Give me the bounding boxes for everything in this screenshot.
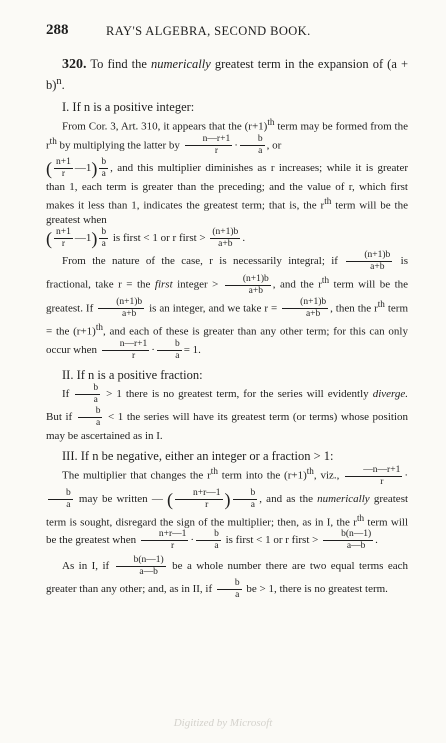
text-fragment: ) xyxy=(91,158,98,179)
text-fragment: —1 xyxy=(74,232,92,245)
digitization-watermark: Digitized by Microsoft xyxy=(173,717,273,729)
text-fragment: b xyxy=(157,339,182,351)
text-fragment: n—r+1 xyxy=(102,339,150,351)
text-fragment: term into the (r+1) xyxy=(221,469,307,482)
text-fragment: n—r+1 xyxy=(185,134,233,146)
text-fragment: r xyxy=(61,239,66,250)
text-fragment: r xyxy=(380,476,384,487)
text-fragment: r xyxy=(214,146,219,157)
fraction xyxy=(175,488,223,511)
text-fragment: r xyxy=(205,499,209,510)
text-fragment: term will be the greatest when xyxy=(46,200,408,227)
fraction xyxy=(141,529,189,552)
text-fragment: , and the r xyxy=(272,278,322,291)
text-fragment: a xyxy=(258,146,263,157)
text-fragment: term will be the greatest when xyxy=(46,516,409,547)
text-fragment: a+b xyxy=(370,262,385,273)
case-2-paragraph xyxy=(46,383,408,443)
text-fragment: b xyxy=(78,406,103,418)
text-fragment: is an integer, and we take xyxy=(149,302,262,315)
text-fragment: But if xyxy=(46,411,73,424)
fraction xyxy=(240,134,265,157)
text-fragment: first xyxy=(154,278,173,291)
text-fragment: term will be the greatest. If xyxy=(46,278,409,315)
page-body xyxy=(46,54,408,601)
text-fragment: To find the xyxy=(90,57,147,71)
fraction xyxy=(185,134,233,157)
text-fragment: n+1 xyxy=(56,157,71,168)
text-fragment: ( xyxy=(167,489,173,510)
text-fragment: greatest term is sought, disregard the sign of the multiplier; then, as in I, the r xyxy=(46,492,409,529)
text-fragment: a+b xyxy=(218,239,233,250)
fraction xyxy=(210,227,240,250)
text-fragment: numerically xyxy=(151,57,211,71)
text-fragment: < 1 the series will have its greatest term (or terms) whose position may be ascertained as in I. xyxy=(46,411,408,442)
text-fragment: · xyxy=(234,139,238,152)
text-fragment: r xyxy=(61,169,66,180)
text-fragment: a—b xyxy=(139,567,158,578)
case-1-paragraph-2 xyxy=(46,157,408,227)
text-fragment: If xyxy=(62,388,70,401)
text-fragment: b xyxy=(101,157,107,168)
section-number: 320. xyxy=(62,57,87,72)
text-fragment: ( xyxy=(46,228,52,249)
text-fragment: term = the (r+1) xyxy=(46,302,409,338)
case-1-paragraph-3 xyxy=(46,227,408,250)
text-fragment: The multiplier that changes the r xyxy=(62,469,211,482)
text-fragment: —1 xyxy=(74,162,92,175)
text-fragment: th xyxy=(267,117,275,128)
text-fragment: b xyxy=(48,488,73,500)
fraction xyxy=(99,227,108,250)
case-3-heading: III. If n be negative, either an integer or a fraction > 1: xyxy=(62,449,334,463)
text-fragment: n+r—1 xyxy=(141,529,189,541)
math-expression xyxy=(46,227,110,250)
case-3-paragraph-2 xyxy=(46,555,408,601)
fraction xyxy=(54,227,73,250)
text-fragment: by multiplying the latter by xyxy=(59,139,180,152)
text-fragment: n+r—1 xyxy=(175,488,223,500)
text-fragment: · xyxy=(151,344,155,357)
text-fragment: diverge. xyxy=(372,388,409,401)
fraction xyxy=(54,157,73,180)
text-fragment: greatest term in the expansion of (a + b) xyxy=(46,57,409,93)
case-2-heading: II. If n is a positive fraction: xyxy=(62,368,203,382)
text-fragment: From Cor. 3, Art. 310, it appears that the (r+1) xyxy=(62,120,268,133)
text-fragment: a+b xyxy=(248,285,263,296)
text-fragment: , or xyxy=(266,139,282,152)
text-fragment: n xyxy=(56,76,62,87)
math-expression xyxy=(46,157,110,180)
text-fragment: a+b xyxy=(121,309,137,320)
fraction xyxy=(99,157,108,180)
text-fragment: or r first > xyxy=(273,534,319,547)
fraction xyxy=(282,297,328,320)
text-fragment: (n+1)b xyxy=(98,297,144,309)
case-3-paragraph-1 xyxy=(46,464,408,552)
text-fragment: , and as the xyxy=(259,492,313,505)
text-fragment: b(n—1) xyxy=(323,529,373,541)
text-fragment: . xyxy=(61,78,65,93)
math-expression xyxy=(167,487,259,510)
text-fragment: > 1 there is no greatest term, for the series will evidently xyxy=(106,388,369,401)
text-fragment: a xyxy=(66,499,71,510)
text-fragment: (n+1)b xyxy=(282,297,328,309)
text-fragment: a xyxy=(214,541,219,552)
text-fragment: is fractional, take r = the xyxy=(46,255,409,291)
fraction xyxy=(78,406,103,429)
text-fragment: ) xyxy=(224,489,231,510)
case-1-paragraph-4 xyxy=(46,250,408,362)
text-fragment: term may be formed from the r xyxy=(46,120,408,152)
fraction xyxy=(233,488,258,511)
text-fragment: is first < 1 xyxy=(225,534,271,547)
page-number: 288 xyxy=(46,22,69,38)
text-fragment: , then the r xyxy=(330,302,378,315)
text-fragment: a xyxy=(93,395,98,405)
text-fragment: b(n—1) xyxy=(116,555,166,567)
text-fragment: b xyxy=(75,383,100,395)
fraction xyxy=(98,297,144,320)
text-fragment: th xyxy=(95,322,103,333)
fraction xyxy=(157,339,182,362)
text-fragment: b xyxy=(101,227,107,238)
fraction xyxy=(75,383,100,406)
text-fragment: = 1. xyxy=(183,344,201,357)
fraction xyxy=(346,250,392,273)
case-1-paragraph-1 xyxy=(46,115,408,157)
section-320-intro xyxy=(46,56,408,94)
fraction xyxy=(48,488,73,511)
text-fragment: n+1 xyxy=(56,227,71,238)
text-fragment: a—b xyxy=(346,541,366,552)
text-fragment: th xyxy=(306,466,314,476)
text-fragment: (n+1)b xyxy=(225,274,271,286)
text-fragment: ) xyxy=(91,228,98,249)
fraction xyxy=(116,555,166,578)
text-fragment: r xyxy=(131,351,136,361)
text-fragment: a xyxy=(175,351,180,361)
text-fragment: (n+1)b xyxy=(212,227,239,238)
text-fragment: integer > xyxy=(177,278,219,291)
text-fragment: may be written — xyxy=(78,492,163,505)
fraction xyxy=(323,529,373,552)
text-fragment: ( xyxy=(46,158,52,179)
fraction xyxy=(345,465,402,488)
fraction xyxy=(225,274,271,297)
text-fragment: r xyxy=(171,541,175,552)
text-fragment: · xyxy=(404,469,408,482)
text-fragment: . xyxy=(375,534,378,547)
text-fragment: b xyxy=(240,134,265,146)
text-fragment: As in I, if xyxy=(62,560,110,573)
text-fragment: a xyxy=(101,169,106,180)
running-header xyxy=(46,22,406,42)
fraction xyxy=(196,529,221,552)
fraction xyxy=(102,339,150,362)
book-title: RAY'S ALGEBRA, SECOND BOOK. xyxy=(106,24,311,38)
text-fragment: (n+1)b xyxy=(346,250,392,262)
text-fragment: , and each of these is greater than any other term; for this can only occur when xyxy=(46,326,408,357)
text-fragment: th xyxy=(321,275,330,286)
text-fragment: From the nature of the case, r is necessarily integral; if xyxy=(62,255,338,268)
text-fragment: be > 1, there is no greatest term. xyxy=(246,583,388,596)
text-fragment: —n—r+1 xyxy=(345,465,402,477)
text-fragment: th xyxy=(377,298,385,309)
text-fragment: b xyxy=(196,529,221,541)
text-fragment: a xyxy=(96,418,101,428)
text-fragment: r = xyxy=(264,302,278,315)
text-fragment: a xyxy=(250,499,256,510)
text-fragment: th xyxy=(324,196,332,207)
text-fragment: , and this multiplier diminishes as r increases; while it is greater than 1, each term is greater than the preceding; and the value of r, which first makes it less than 1, indicates the greatest term; that is, the r xyxy=(46,162,408,213)
text-fragment: th xyxy=(356,512,365,523)
text-fragment: be a whole number there are two equal terms each greater than any other; and, as in II, if xyxy=(46,560,409,596)
text-fragment: b xyxy=(233,488,258,500)
case-1-heading: I. If n is a positive integer: xyxy=(62,100,195,115)
text-fragment: · xyxy=(190,534,195,547)
text-fragment: . xyxy=(242,232,246,245)
text-fragment: is first < 1 or r first > xyxy=(112,232,206,245)
text-fragment: a xyxy=(235,590,240,601)
text-fragment: a xyxy=(101,239,106,250)
text-fragment: th xyxy=(49,135,57,146)
text-fragment: b xyxy=(217,578,242,590)
text-fragment: numerically xyxy=(317,492,370,505)
text-fragment: a+b xyxy=(305,309,321,320)
fraction xyxy=(217,578,242,601)
text-fragment: , viz., xyxy=(313,469,340,482)
text-fragment: th xyxy=(210,466,218,476)
